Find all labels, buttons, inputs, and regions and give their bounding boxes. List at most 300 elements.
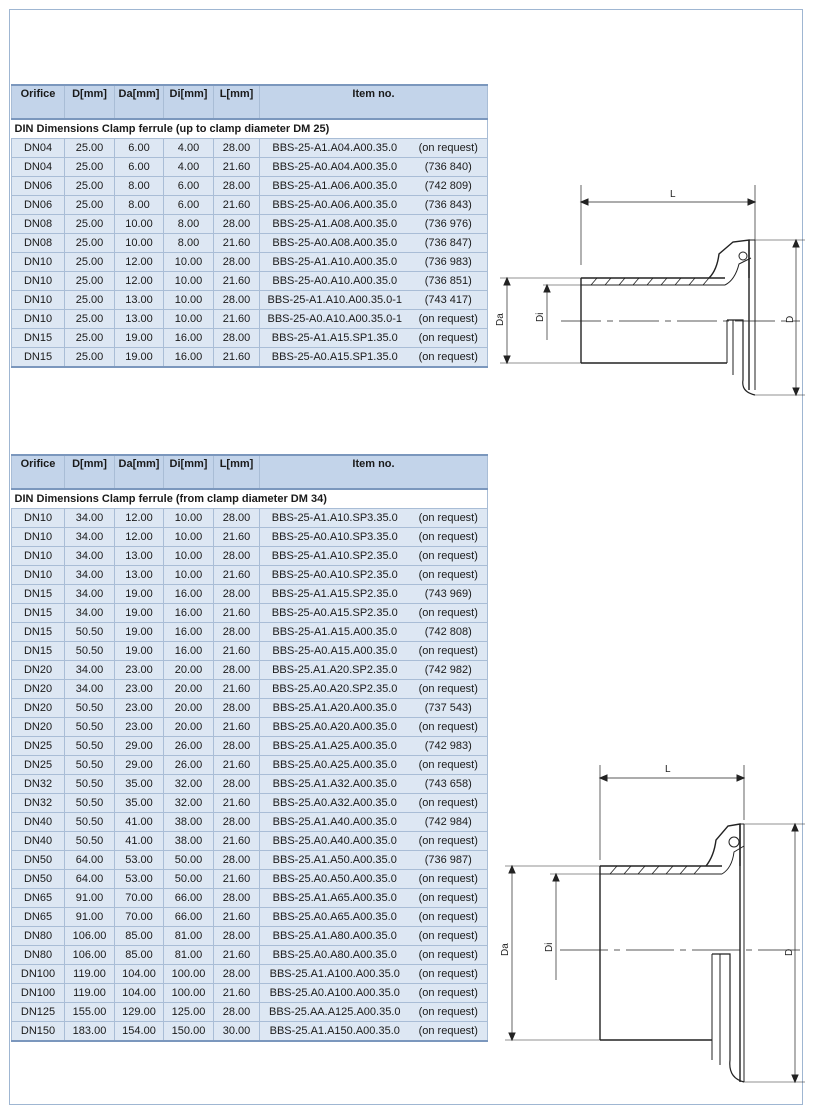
da-cell: 23.00: [115, 661, 164, 680]
table-row: [12, 737, 488, 756]
table-row: [12, 604, 488, 623]
da-cell: 23.00: [115, 718, 164, 737]
l-cell: 21.60: [214, 348, 260, 368]
item-no-cell: BBS-25.A0.A32.A00.35.0: [260, 794, 410, 813]
l-cell: 21.60: [214, 158, 260, 177]
item-no-cell: BBS-25-A0.A04.A00.35.0: [260, 158, 410, 177]
d-cell: 64.00: [65, 870, 115, 889]
table-row: [12, 547, 488, 566]
label-l: L: [670, 189, 676, 200]
orifice-cell: DN20: [12, 718, 65, 737]
d-cell: 25.00: [65, 253, 115, 272]
table-caption: DIN Dimensions Clamp ferrule (from clamp diameter DM 34): [12, 489, 488, 509]
da-cell: 19.00: [115, 642, 164, 661]
da-cell: 41.00: [115, 813, 164, 832]
di-cell: 38.00: [164, 832, 214, 851]
item-no-cell: BBS-25-A1.A15.SP1.35.0: [260, 329, 410, 348]
order-ref-cell: (742 808): [410, 623, 488, 642]
orifice-cell: DN15: [12, 642, 65, 661]
l-cell: 28.00: [214, 623, 260, 642]
table-row: [12, 196, 488, 215]
item-no-cell: BBS-25-A0.A15.SP1.35.0: [260, 348, 410, 368]
orifice-cell: DN08: [12, 234, 65, 253]
d-cell: 34.00: [65, 566, 115, 585]
order-ref-cell: (on request): [410, 329, 488, 348]
table-row: [12, 177, 488, 196]
order-ref-cell: (on request): [410, 756, 488, 775]
di-cell: 10.00: [164, 291, 214, 310]
l-cell: 28.00: [214, 927, 260, 946]
order-ref-cell: (736 847): [410, 234, 488, 253]
item-no-cell: BBS-25.A1.A20.SP2.35.0: [260, 661, 410, 680]
col-header-da: Da[mm]: [115, 455, 164, 489]
d-cell: 25.00: [65, 177, 115, 196]
d-cell: 50.50: [65, 775, 115, 794]
order-ref-cell: (on request): [410, 908, 488, 927]
l-cell: 21.60: [214, 196, 260, 215]
d-cell: 34.00: [65, 585, 115, 604]
item-no-cell: BBS-25.A0.A40.A00.35.0: [260, 832, 410, 851]
order-ref-cell: (736 843): [410, 196, 488, 215]
table-body: [12, 119, 488, 367]
item-no-cell: BBS-25-A1.A10.A00.35.0-1: [260, 291, 410, 310]
da-cell: 53.00: [115, 870, 164, 889]
orifice-cell: DN150: [12, 1022, 65, 1042]
d-cell: 50.50: [65, 699, 115, 718]
order-ref-cell: (736 976): [410, 215, 488, 234]
da-cell: 53.00: [115, 851, 164, 870]
d-cell: 34.00: [65, 528, 115, 547]
item-no-cell: BBS-25-A1.A04.A00.35.0: [260, 139, 410, 158]
di-cell: 16.00: [164, 585, 214, 604]
table-row: [12, 870, 488, 889]
da-cell: 154.00: [115, 1022, 164, 1042]
item-no-cell: BBS-25.A0.A80.A00.35.0: [260, 946, 410, 965]
item-no-cell: BBS-25-A1.A10.SP2.35.0: [260, 547, 410, 566]
order-ref-cell: (737 543): [410, 699, 488, 718]
label-da: Da: [495, 313, 506, 326]
item-no-cell: BBS-25-A0.A08.A00.35.0: [260, 234, 410, 253]
order-ref-cell: (on request): [410, 310, 488, 329]
da-cell: 10.00: [115, 215, 164, 234]
l-cell: 28.00: [214, 291, 260, 310]
d-cell: 50.50: [65, 832, 115, 851]
orifice-cell: DN125: [12, 1003, 65, 1022]
l-cell: 28.00: [214, 509, 260, 528]
l-cell: 21.60: [214, 946, 260, 965]
da-cell: 12.00: [115, 253, 164, 272]
di-cell: 50.00: [164, 870, 214, 889]
l-cell: 28.00: [214, 585, 260, 604]
table-row: [12, 908, 488, 927]
l-cell: 21.60: [214, 680, 260, 699]
di-cell: 66.00: [164, 908, 214, 927]
order-ref-cell: (on request): [410, 139, 488, 158]
table-row: [12, 234, 488, 253]
da-cell: 19.00: [115, 623, 164, 642]
table-body: [12, 489, 488, 1041]
table-header-row: [12, 85, 488, 119]
da-cell: 12.00: [115, 528, 164, 547]
l-cell: 21.60: [214, 718, 260, 737]
d-cell: 34.00: [65, 547, 115, 566]
col-header-da: Da[mm]: [115, 85, 164, 119]
item-no-cell: BBS-25-A1.A06.A00.35.0: [260, 177, 410, 196]
l-cell: 28.00: [214, 775, 260, 794]
order-ref-cell: (736 987): [410, 851, 488, 870]
col-header-di: Di[mm]: [164, 455, 214, 489]
di-cell: 16.00: [164, 604, 214, 623]
l-cell: 28.00: [214, 661, 260, 680]
da-cell: 12.00: [115, 509, 164, 528]
order-ref-cell: (736 983): [410, 253, 488, 272]
orifice-cell: DN06: [12, 196, 65, 215]
table-row: [12, 851, 488, 870]
table-row: [12, 528, 488, 547]
l-cell: 28.00: [214, 699, 260, 718]
orifice-cell: DN04: [12, 139, 65, 158]
da-cell: 35.00: [115, 775, 164, 794]
di-cell: 16.00: [164, 623, 214, 642]
orifice-cell: DN10: [12, 566, 65, 585]
di-cell: 32.00: [164, 775, 214, 794]
label-d: D: [785, 315, 796, 323]
di-cell: 10.00: [164, 547, 214, 566]
di-cell: 10.00: [164, 272, 214, 291]
table-row: [12, 566, 488, 585]
d-cell: 25.00: [65, 348, 115, 368]
da-cell: 6.00: [115, 139, 164, 158]
da-cell: 8.00: [115, 196, 164, 215]
orifice-cell: DN100: [12, 965, 65, 984]
orifice-cell: DN65: [12, 908, 65, 927]
item-no-cell: BBS-25.A1.A150.A00.35.0: [260, 1022, 410, 1042]
order-ref-cell: (on request): [410, 680, 488, 699]
item-no-cell: BBS-25.A1.A50.A00.35.0: [260, 851, 410, 870]
da-cell: 6.00: [115, 158, 164, 177]
di-cell: 100.00: [164, 965, 214, 984]
order-ref-cell: (on request): [410, 1022, 488, 1042]
da-cell: 19.00: [115, 585, 164, 604]
label-di: Di: [535, 312, 546, 322]
orifice-cell: DN50: [12, 870, 65, 889]
order-ref-cell: (on request): [410, 889, 488, 908]
di-cell: 32.00: [164, 794, 214, 813]
da-cell: 19.00: [115, 348, 164, 368]
item-no-cell: BBS-25-A0.A15.SP2.35.0: [260, 604, 410, 623]
table-row: [12, 291, 488, 310]
table-row: [12, 623, 488, 642]
d-cell: 50.50: [65, 813, 115, 832]
l-cell: 21.60: [214, 272, 260, 291]
d-cell: 50.50: [65, 718, 115, 737]
da-cell: 23.00: [115, 680, 164, 699]
d-cell: 34.00: [65, 509, 115, 528]
d-cell: 25.00: [65, 139, 115, 158]
da-cell: 13.00: [115, 310, 164, 329]
table-row: [12, 272, 488, 291]
table-caption: DIN Dimensions Clamp ferrule (up to clamp diameter DM 25): [12, 119, 488, 139]
item-no-cell: BBS-25-A0.A15.A00.35.0: [260, 642, 410, 661]
d-cell: 119.00: [65, 984, 115, 1003]
table-row: [12, 946, 488, 965]
order-ref-cell: (736 851): [410, 272, 488, 291]
order-ref-cell: (736 840): [410, 158, 488, 177]
d-cell: 106.00: [65, 946, 115, 965]
order-ref-cell: (on request): [410, 1003, 488, 1022]
d-cell: 25.00: [65, 329, 115, 348]
l-cell: 30.00: [214, 1022, 260, 1042]
table-row: [12, 348, 488, 368]
order-ref-cell: (742 984): [410, 813, 488, 832]
da-cell: 104.00: [115, 984, 164, 1003]
item-no-cell: BBS-25.A0.A100.A00.35.0: [260, 984, 410, 1003]
table-row: [12, 139, 488, 158]
ferrule-drawing-large: [500, 760, 810, 1100]
order-ref-cell: (742 982): [410, 661, 488, 680]
orifice-cell: DN25: [12, 737, 65, 756]
label-di: Di: [544, 942, 555, 952]
table-row: [12, 756, 488, 775]
item-no-cell: BBS-25-A0.A06.A00.35.0: [260, 196, 410, 215]
table-row: [12, 215, 488, 234]
di-cell: 16.00: [164, 642, 214, 661]
label-l: L: [665, 764, 671, 775]
orifice-cell: DN25: [12, 756, 65, 775]
order-ref-cell: (on request): [410, 528, 488, 547]
d-cell: 91.00: [65, 908, 115, 927]
da-cell: 41.00: [115, 832, 164, 851]
di-cell: 10.00: [164, 310, 214, 329]
l-cell: 28.00: [214, 965, 260, 984]
item-no-cell: BBS-25.A1.A32.A00.35.0: [260, 775, 410, 794]
di-cell: 20.00: [164, 699, 214, 718]
order-ref-cell: (on request): [410, 984, 488, 1003]
orifice-cell: DN32: [12, 794, 65, 813]
table-row: [12, 984, 488, 1003]
l-cell: 28.00: [214, 1003, 260, 1022]
da-cell: 12.00: [115, 272, 164, 291]
di-cell: 81.00: [164, 927, 214, 946]
col-header-d: D[mm]: [65, 85, 115, 119]
orifice-cell: DN15: [12, 348, 65, 368]
da-cell: 29.00: [115, 737, 164, 756]
order-ref-cell: (742 983): [410, 737, 488, 756]
table-row: [12, 253, 488, 272]
d-cell: 50.50: [65, 623, 115, 642]
d-cell: 50.50: [65, 794, 115, 813]
da-cell: 70.00: [115, 889, 164, 908]
orifice-cell: DN06: [12, 177, 65, 196]
col-header-l: L[mm]: [214, 455, 260, 489]
di-cell: 10.00: [164, 509, 214, 528]
item-no-cell: BBS-25.A1.A65.A00.35.0: [260, 889, 410, 908]
l-cell: 21.60: [214, 604, 260, 623]
item-no-cell: BBS-25.A1.A100.A00.35.0: [260, 965, 410, 984]
orifice-cell: DN15: [12, 329, 65, 348]
item-no-cell: BBS-25.A1.A80.A00.35.0: [260, 927, 410, 946]
da-cell: 13.00: [115, 547, 164, 566]
order-ref-cell: (on request): [410, 794, 488, 813]
order-ref-cell: (on request): [410, 832, 488, 851]
item-no-cell: BBS-25-A0.A10.SP2.35.0: [260, 566, 410, 585]
item-no-cell: BBS-25.A0.A25.A00.35.0: [260, 756, 410, 775]
orifice-cell: DN100: [12, 984, 65, 1003]
order-ref-cell: (on request): [410, 348, 488, 368]
table-row: [12, 927, 488, 946]
d-cell: 119.00: [65, 965, 115, 984]
di-cell: 66.00: [164, 889, 214, 908]
l-cell: 21.60: [214, 234, 260, 253]
table-row: [12, 585, 488, 604]
item-no-cell: BBS-25-A1.A10.A00.35.0: [260, 253, 410, 272]
col-header-orifice: Orifice: [12, 455, 65, 489]
spec-table-large-clamp: [11, 454, 488, 1042]
di-cell: 16.00: [164, 348, 214, 368]
col-header-item-no: Item no.: [260, 455, 488, 489]
l-cell: 21.60: [214, 832, 260, 851]
di-cell: 4.00: [164, 139, 214, 158]
orifice-cell: DN20: [12, 661, 65, 680]
da-cell: 19.00: [115, 329, 164, 348]
table-row: [12, 680, 488, 699]
table-row: [12, 794, 488, 813]
order-ref-cell: (on request): [410, 927, 488, 946]
l-cell: 21.60: [214, 794, 260, 813]
item-no-cell: BBS-25-A1.A10.SP3.35.0: [260, 509, 410, 528]
d-cell: 64.00: [65, 851, 115, 870]
l-cell: 28.00: [214, 851, 260, 870]
orifice-cell: DN32: [12, 775, 65, 794]
l-cell: 28.00: [214, 253, 260, 272]
item-no-cell: BBS-25.A0.A50.A00.35.0: [260, 870, 410, 889]
l-cell: 21.60: [214, 984, 260, 1003]
di-cell: 20.00: [164, 680, 214, 699]
di-cell: 6.00: [164, 196, 214, 215]
d-cell: 25.00: [65, 196, 115, 215]
di-cell: 10.00: [164, 253, 214, 272]
l-cell: 28.00: [214, 177, 260, 196]
item-no-cell: BBS-25-A1.A15.A00.35.0: [260, 623, 410, 642]
da-cell: 29.00: [115, 756, 164, 775]
col-header-orifice: Orifice: [12, 85, 65, 119]
orifice-cell: DN50: [12, 851, 65, 870]
da-cell: 23.00: [115, 699, 164, 718]
orifice-cell: DN20: [12, 680, 65, 699]
l-cell: 21.60: [214, 642, 260, 661]
table-row: [12, 158, 488, 177]
item-no-cell: BBS-25.A0.A65.A00.35.0: [260, 908, 410, 927]
di-cell: 6.00: [164, 177, 214, 196]
l-cell: 28.00: [214, 813, 260, 832]
di-cell: 100.00: [164, 984, 214, 1003]
table-row: [12, 718, 488, 737]
da-cell: 13.00: [115, 291, 164, 310]
item-no-cell: BBS-25.A1.A40.A00.35.0: [260, 813, 410, 832]
da-cell: 8.00: [115, 177, 164, 196]
table-row: [12, 965, 488, 984]
di-cell: 26.00: [164, 737, 214, 756]
col-header-l: L[mm]: [214, 85, 260, 119]
di-cell: 20.00: [164, 661, 214, 680]
col-header-d: D[mm]: [65, 455, 115, 489]
table-row: [12, 832, 488, 851]
col-header-item-no: Item no.: [260, 85, 488, 119]
orifice-cell: DN10: [12, 310, 65, 329]
item-no-cell: BBS-25-A0.A10.A00.35.0: [260, 272, 410, 291]
l-cell: 21.60: [214, 756, 260, 775]
da-cell: 70.00: [115, 908, 164, 927]
d-cell: 50.50: [65, 642, 115, 661]
l-cell: 28.00: [214, 547, 260, 566]
di-cell: 20.00: [164, 718, 214, 737]
order-ref-cell: (743 658): [410, 775, 488, 794]
order-ref-cell: (743 969): [410, 585, 488, 604]
di-cell: 8.00: [164, 234, 214, 253]
order-ref-cell: (on request): [410, 566, 488, 585]
orifice-cell: DN40: [12, 832, 65, 851]
da-cell: 13.00: [115, 566, 164, 585]
d-cell: 34.00: [65, 680, 115, 699]
orifice-cell: DN04: [12, 158, 65, 177]
l-cell: 21.60: [214, 870, 260, 889]
order-ref-cell: (on request): [410, 547, 488, 566]
d-cell: 50.50: [65, 737, 115, 756]
order-ref-cell: (on request): [410, 965, 488, 984]
l-cell: 28.00: [214, 737, 260, 756]
orifice-cell: DN15: [12, 604, 65, 623]
table-row: [12, 813, 488, 832]
d-cell: 34.00: [65, 661, 115, 680]
di-cell: 10.00: [164, 566, 214, 585]
orifice-cell: DN10: [12, 272, 65, 291]
di-cell: 50.00: [164, 851, 214, 870]
table-row: [12, 699, 488, 718]
order-ref-cell: (on request): [410, 718, 488, 737]
table-row: [12, 1022, 488, 1042]
order-ref-cell: (on request): [410, 642, 488, 661]
di-cell: 150.00: [164, 1022, 214, 1042]
l-cell: 21.60: [214, 908, 260, 927]
item-no-cell: BBS-25.A0.A20.A00.35.0: [260, 718, 410, 737]
orifice-cell: DN10: [12, 509, 65, 528]
d-cell: 25.00: [65, 291, 115, 310]
l-cell: 21.60: [214, 528, 260, 547]
table-row: [12, 329, 488, 348]
item-no-cell: BBS-25-A1.A15.SP2.35.0: [260, 585, 410, 604]
di-cell: 125.00: [164, 1003, 214, 1022]
item-no-cell: BBS-25-A0.A10.SP3.35.0: [260, 528, 410, 547]
d-cell: 25.00: [65, 310, 115, 329]
orifice-cell: DN80: [12, 946, 65, 965]
col-header-di: Di[mm]: [164, 85, 214, 119]
d-cell: 155.00: [65, 1003, 115, 1022]
orifice-cell: DN65: [12, 889, 65, 908]
da-cell: 85.00: [115, 927, 164, 946]
l-cell: 28.00: [214, 215, 260, 234]
d-cell: 183.00: [65, 1022, 115, 1042]
label-d: D: [784, 948, 795, 956]
order-ref-cell: (on request): [410, 946, 488, 965]
table-header-row: [12, 455, 488, 489]
orifice-cell: DN80: [12, 927, 65, 946]
order-ref-cell: (on request): [410, 870, 488, 889]
item-no-cell: BBS-25.A0.A20.SP2.35.0: [260, 680, 410, 699]
d-cell: 106.00: [65, 927, 115, 946]
item-no-cell: BBS-25.AA.A125.A00.35.0: [260, 1003, 410, 1022]
table-row: [12, 775, 488, 794]
table-row: [12, 889, 488, 908]
